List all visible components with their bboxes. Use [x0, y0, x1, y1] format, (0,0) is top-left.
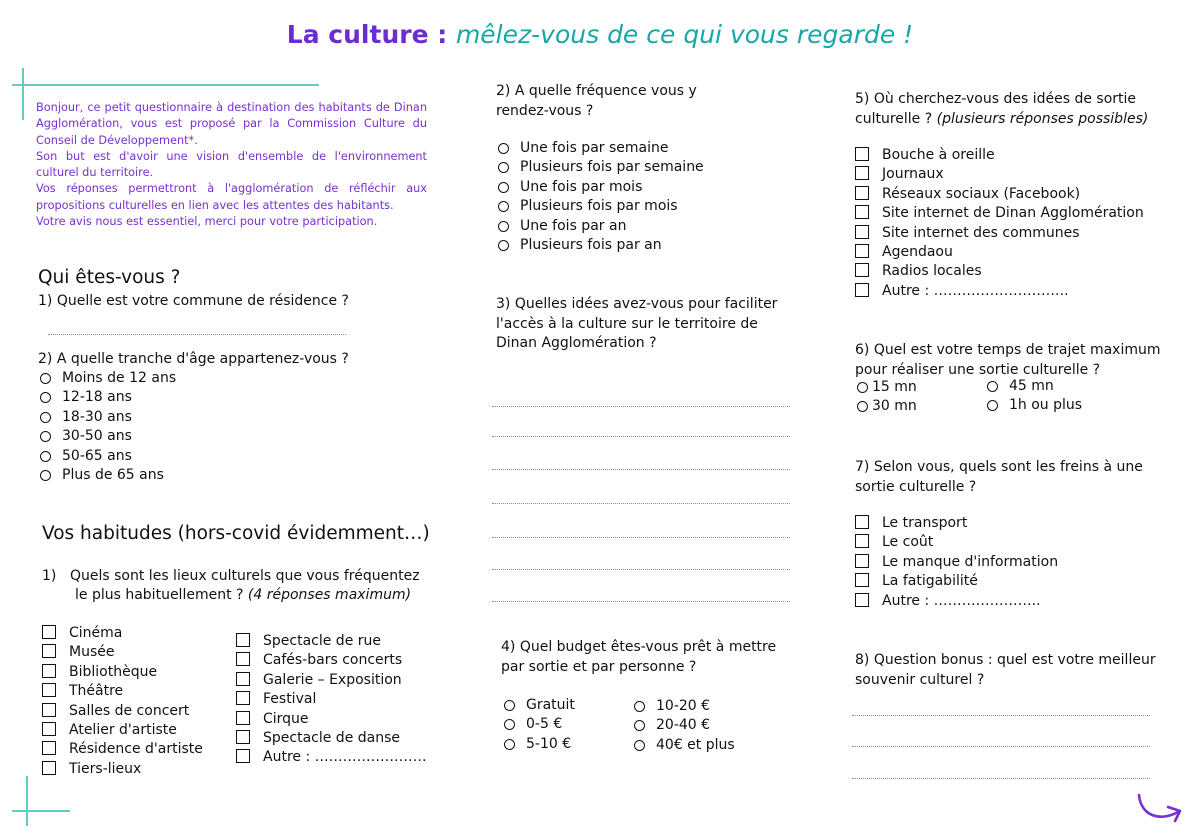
radio-icon[interactable] — [634, 701, 645, 712]
radio-icon[interactable] — [40, 470, 51, 481]
place-option[interactable]: Théâtre — [42, 682, 203, 701]
decor-line-bottom-h — [12, 810, 70, 812]
place-option[interactable]: Spectacle de danse — [236, 729, 427, 748]
source-option[interactable]: Autre : ……………………….. — [855, 282, 1144, 301]
place-option[interactable]: Musée — [42, 643, 203, 662]
answer-line-ideas[interactable] — [492, 569, 790, 570]
place-option[interactable]: Spectacle de rue — [236, 632, 427, 651]
source-option[interactable]: Agendaou — [855, 243, 1144, 262]
question-commune: 1) Quelle est votre commune de résidence ? — [38, 293, 349, 309]
radio-icon[interactable] — [498, 162, 509, 173]
place-option[interactable]: Cinéma — [42, 624, 203, 643]
age-option[interactable]: 12-18 ans — [40, 388, 176, 407]
radio-icon[interactable] — [857, 401, 868, 412]
place-option[interactable]: Festival — [236, 690, 427, 709]
section-heading-identity: Qui êtes-vous ? — [38, 267, 181, 288]
brakes-options — [855, 514, 1058, 611]
checkbox-icon[interactable] — [855, 573, 869, 587]
intro-paragraph: Son but est d'avoir une vision d'ensemble de l'environnement culturel du territoire. — [36, 149, 427, 180]
checkbox-icon[interactable] — [855, 515, 869, 529]
intro-text — [36, 100, 427, 230]
budget-col2 — [634, 697, 735, 755]
question-places-line2: le plus habituellement ? (4 réponses maximum) — [75, 587, 412, 603]
time-option[interactable]: 30 mn — [857, 397, 917, 416]
checkbox-icon[interactable] — [42, 761, 56, 775]
answer-line-commune[interactable] — [48, 334, 346, 335]
page-title — [0, 20, 1200, 49]
radio-icon[interactable] — [987, 381, 998, 392]
budget-col1 — [504, 696, 575, 754]
age-option[interactable]: Plus de 65 ans — [40, 466, 176, 485]
time-option[interactable]: 15 mn — [857, 378, 917, 397]
time-col2 — [987, 377, 1082, 416]
answer-line-ideas[interactable] — [492, 537, 790, 538]
age-option[interactable]: Moins de 12 ans — [40, 369, 176, 388]
brake-option[interactable]: Le transport — [855, 514, 1058, 533]
question-brakes: 7) Selon vous, quels sont les freins à une sortie culturelle ? — [855, 459, 1143, 495]
checkbox-icon[interactable] — [236, 652, 250, 666]
radio-icon[interactable] — [498, 182, 509, 193]
answer-line-ideas[interactable] — [492, 406, 790, 407]
title-part1: La culture : — [286, 20, 448, 49]
frequency-option[interactable]: Une fois par an — [498, 217, 704, 236]
budget-option[interactable]: 40€ et plus — [634, 736, 735, 755]
place-option[interactable]: Autre : …………………… — [236, 748, 427, 767]
radio-icon[interactable] — [987, 400, 998, 411]
checkbox-icon[interactable] — [855, 534, 869, 548]
checkbox-icon[interactable] — [42, 625, 56, 639]
place-option[interactable]: Atelier d'artiste — [42, 721, 203, 740]
radio-icon[interactable] — [498, 221, 509, 232]
place-option[interactable]: Cafés-bars concerts — [236, 651, 427, 670]
intro-paragraph: Vos réponses permettront à l'agglomération de réfléchir aux propositions culturelles en lien avec les attentes des habitants. — [36, 182, 427, 212]
sources-options — [855, 146, 1144, 301]
budget-option[interactable]: 10-20 € — [634, 697, 735, 716]
question-travel-time: 6) Quel est votre temps de trajet maximum pour réaliser une sortie culturelle ? — [855, 342, 1161, 378]
source-option[interactable]: Réseaux sociaux (Facebook) — [855, 185, 1144, 204]
age-options — [40, 369, 176, 485]
brake-option[interactable]: La fatigabilité — [855, 572, 1058, 591]
place-option[interactable]: Galerie – Exposition — [236, 671, 427, 690]
radio-icon[interactable] — [40, 412, 51, 423]
budget-option[interactable]: 20-40 € — [634, 716, 735, 735]
places-col1 — [42, 624, 203, 779]
radio-icon[interactable] — [40, 373, 51, 384]
budget-option[interactable]: 0-5 € — [504, 715, 575, 734]
frequency-option[interactable]: Une fois par mois — [498, 178, 704, 197]
frequency-option[interactable]: Plusieurs fois par an — [498, 236, 704, 255]
radio-icon[interactable] — [40, 451, 51, 462]
checkbox-icon[interactable] — [236, 633, 250, 647]
radio-icon[interactable] — [40, 392, 51, 403]
decor-line-bottom-v — [26, 776, 28, 826]
checkbox-icon[interactable] — [855, 166, 869, 180]
question-frequency: 2) A quelle fréquence vous y rendez-vous ? — [496, 83, 697, 119]
source-option[interactable]: Journaux — [855, 165, 1144, 184]
question-age: 2) A quelle tranche d'âge appartenez-vous ? — [38, 351, 349, 367]
checkbox-icon[interactable] — [236, 730, 250, 744]
checkbox-icon[interactable] — [42, 644, 56, 658]
time-option[interactable]: 1h ou plus — [987, 396, 1082, 415]
place-option[interactable]: Résidence d'artiste — [42, 740, 203, 759]
radio-icon[interactable] — [40, 431, 51, 442]
radio-icon[interactable] — [498, 143, 509, 154]
brake-option[interactable]: Le manque d'information — [855, 553, 1058, 572]
place-option[interactable]: Tiers-lieux — [42, 760, 203, 779]
checkbox-icon[interactable] — [42, 741, 56, 755]
question-sources-hint: (plusieurs réponses possibles) — [936, 110, 1149, 127]
turn-page-arrow-icon — [1130, 790, 1190, 826]
answer-line-ideas[interactable] — [492, 601, 790, 602]
intro-paragraph: Bonjour, ce petit questionnaire à destination des habitants de Dinan Agglomération, vous est proposé par la Commission Culture du Conseil de Développement*. — [36, 101, 427, 147]
question-bonus: 8) Question bonus : quel est votre meilleur souvenir culturel ? — [855, 652, 1156, 688]
frequency-option[interactable]: Une fois par semaine — [498, 139, 704, 158]
intro-paragraph: Votre avis nous est essentiel, merci pour votre participation. — [36, 215, 378, 229]
checkbox-icon[interactable] — [855, 225, 869, 239]
source-option[interactable]: Bouche à oreille — [855, 146, 1144, 165]
frequency-option[interactable]: Plusieurs fois par mois — [498, 197, 704, 216]
frequency-option[interactable]: Plusieurs fois par semaine — [498, 158, 704, 177]
question-places-num: 1) — [42, 568, 57, 584]
radio-icon[interactable] — [498, 240, 509, 251]
age-option[interactable]: 30-50 ans — [40, 427, 176, 446]
checkbox-icon[interactable] — [855, 554, 869, 568]
radio-icon[interactable] — [504, 739, 515, 750]
checkbox-icon[interactable] — [236, 749, 250, 763]
answer-line-bonus[interactable] — [852, 715, 1150, 716]
checkbox-icon[interactable] — [855, 186, 869, 200]
radio-icon[interactable] — [634, 720, 645, 731]
answer-line-ideas[interactable] — [492, 469, 790, 470]
place-option[interactable]: Cirque — [236, 710, 427, 729]
question-places-hint: (4 réponses maximum) — [247, 587, 412, 603]
place-option[interactable]: Salles de concert — [42, 702, 203, 721]
budget-option[interactable]: Gratuit — [504, 696, 575, 715]
frequency-options — [498, 139, 704, 255]
question-places-line1: Quels sont les lieux culturels que vous fréquentez — [70, 568, 420, 584]
checkbox-icon[interactable] — [236, 711, 250, 725]
checkbox-icon[interactable] — [855, 244, 869, 258]
decor-line-top-v — [22, 68, 24, 120]
place-option[interactable]: Bibliothèque — [42, 663, 203, 682]
checkbox-icon[interactable] — [42, 683, 56, 697]
question-budget: 4) Quel budget êtes-vous prêt à mettre par sortie et par personne ? — [501, 639, 777, 675]
places-col2 — [236, 632, 427, 768]
answer-line-bonus[interactable] — [852, 778, 1150, 779]
answer-line-bonus[interactable] — [852, 746, 1150, 747]
radio-icon[interactable] — [857, 382, 868, 393]
question-sources: 5) Où cherchez-vous des idées de sortie culturelle ? (plusieurs réponses possibles) — [855, 91, 1149, 127]
title-part2: mêlez-vous de ce qui vous regarde ! — [455, 20, 914, 49]
checkbox-icon[interactable] — [855, 147, 869, 161]
age-option[interactable]: 50-65 ans — [40, 447, 176, 466]
answer-line-ideas[interactable] — [492, 436, 790, 437]
checkbox-icon[interactable] — [42, 722, 56, 736]
checkbox-icon[interactable] — [236, 691, 250, 705]
time-col1 — [857, 378, 917, 417]
age-option[interactable]: 18-30 ans — [40, 408, 176, 427]
source-option[interactable]: Site internet de Dinan Agglomération — [855, 204, 1144, 223]
source-option[interactable]: Radios locales — [855, 262, 1144, 281]
checkbox-icon[interactable] — [42, 664, 56, 678]
checkbox-icon[interactable] — [855, 593, 869, 607]
time-option[interactable]: 45 mn — [987, 377, 1082, 396]
radio-icon[interactable] — [504, 700, 515, 711]
checkbox-icon[interactable] — [855, 263, 869, 277]
section-heading-habits: Vos habitudes (hors-covid évidemment…) — [42, 523, 430, 544]
brake-option[interactable]: Le coût — [855, 533, 1058, 552]
checkbox-icon[interactable] — [42, 703, 56, 717]
brake-option[interactable]: Autre : ………………….. — [855, 592, 1058, 611]
answer-line-ideas[interactable] — [492, 503, 790, 504]
radio-icon[interactable] — [504, 719, 515, 730]
decor-line-top-h — [12, 84, 319, 86]
checkbox-icon[interactable] — [855, 205, 869, 219]
checkbox-icon[interactable] — [236, 672, 250, 686]
radio-icon[interactable] — [498, 201, 509, 212]
radio-icon[interactable] — [634, 740, 645, 751]
source-option[interactable]: Site internet des communes — [855, 224, 1144, 243]
question-ideas: 3) Quelles idées avez-vous pour faciliter l'accès à la culture sur le territoire de Dinan Agglomération ? — [496, 296, 778, 351]
checkbox-icon[interactable] — [855, 283, 869, 297]
budget-option[interactable]: 5-10 € — [504, 735, 575, 754]
